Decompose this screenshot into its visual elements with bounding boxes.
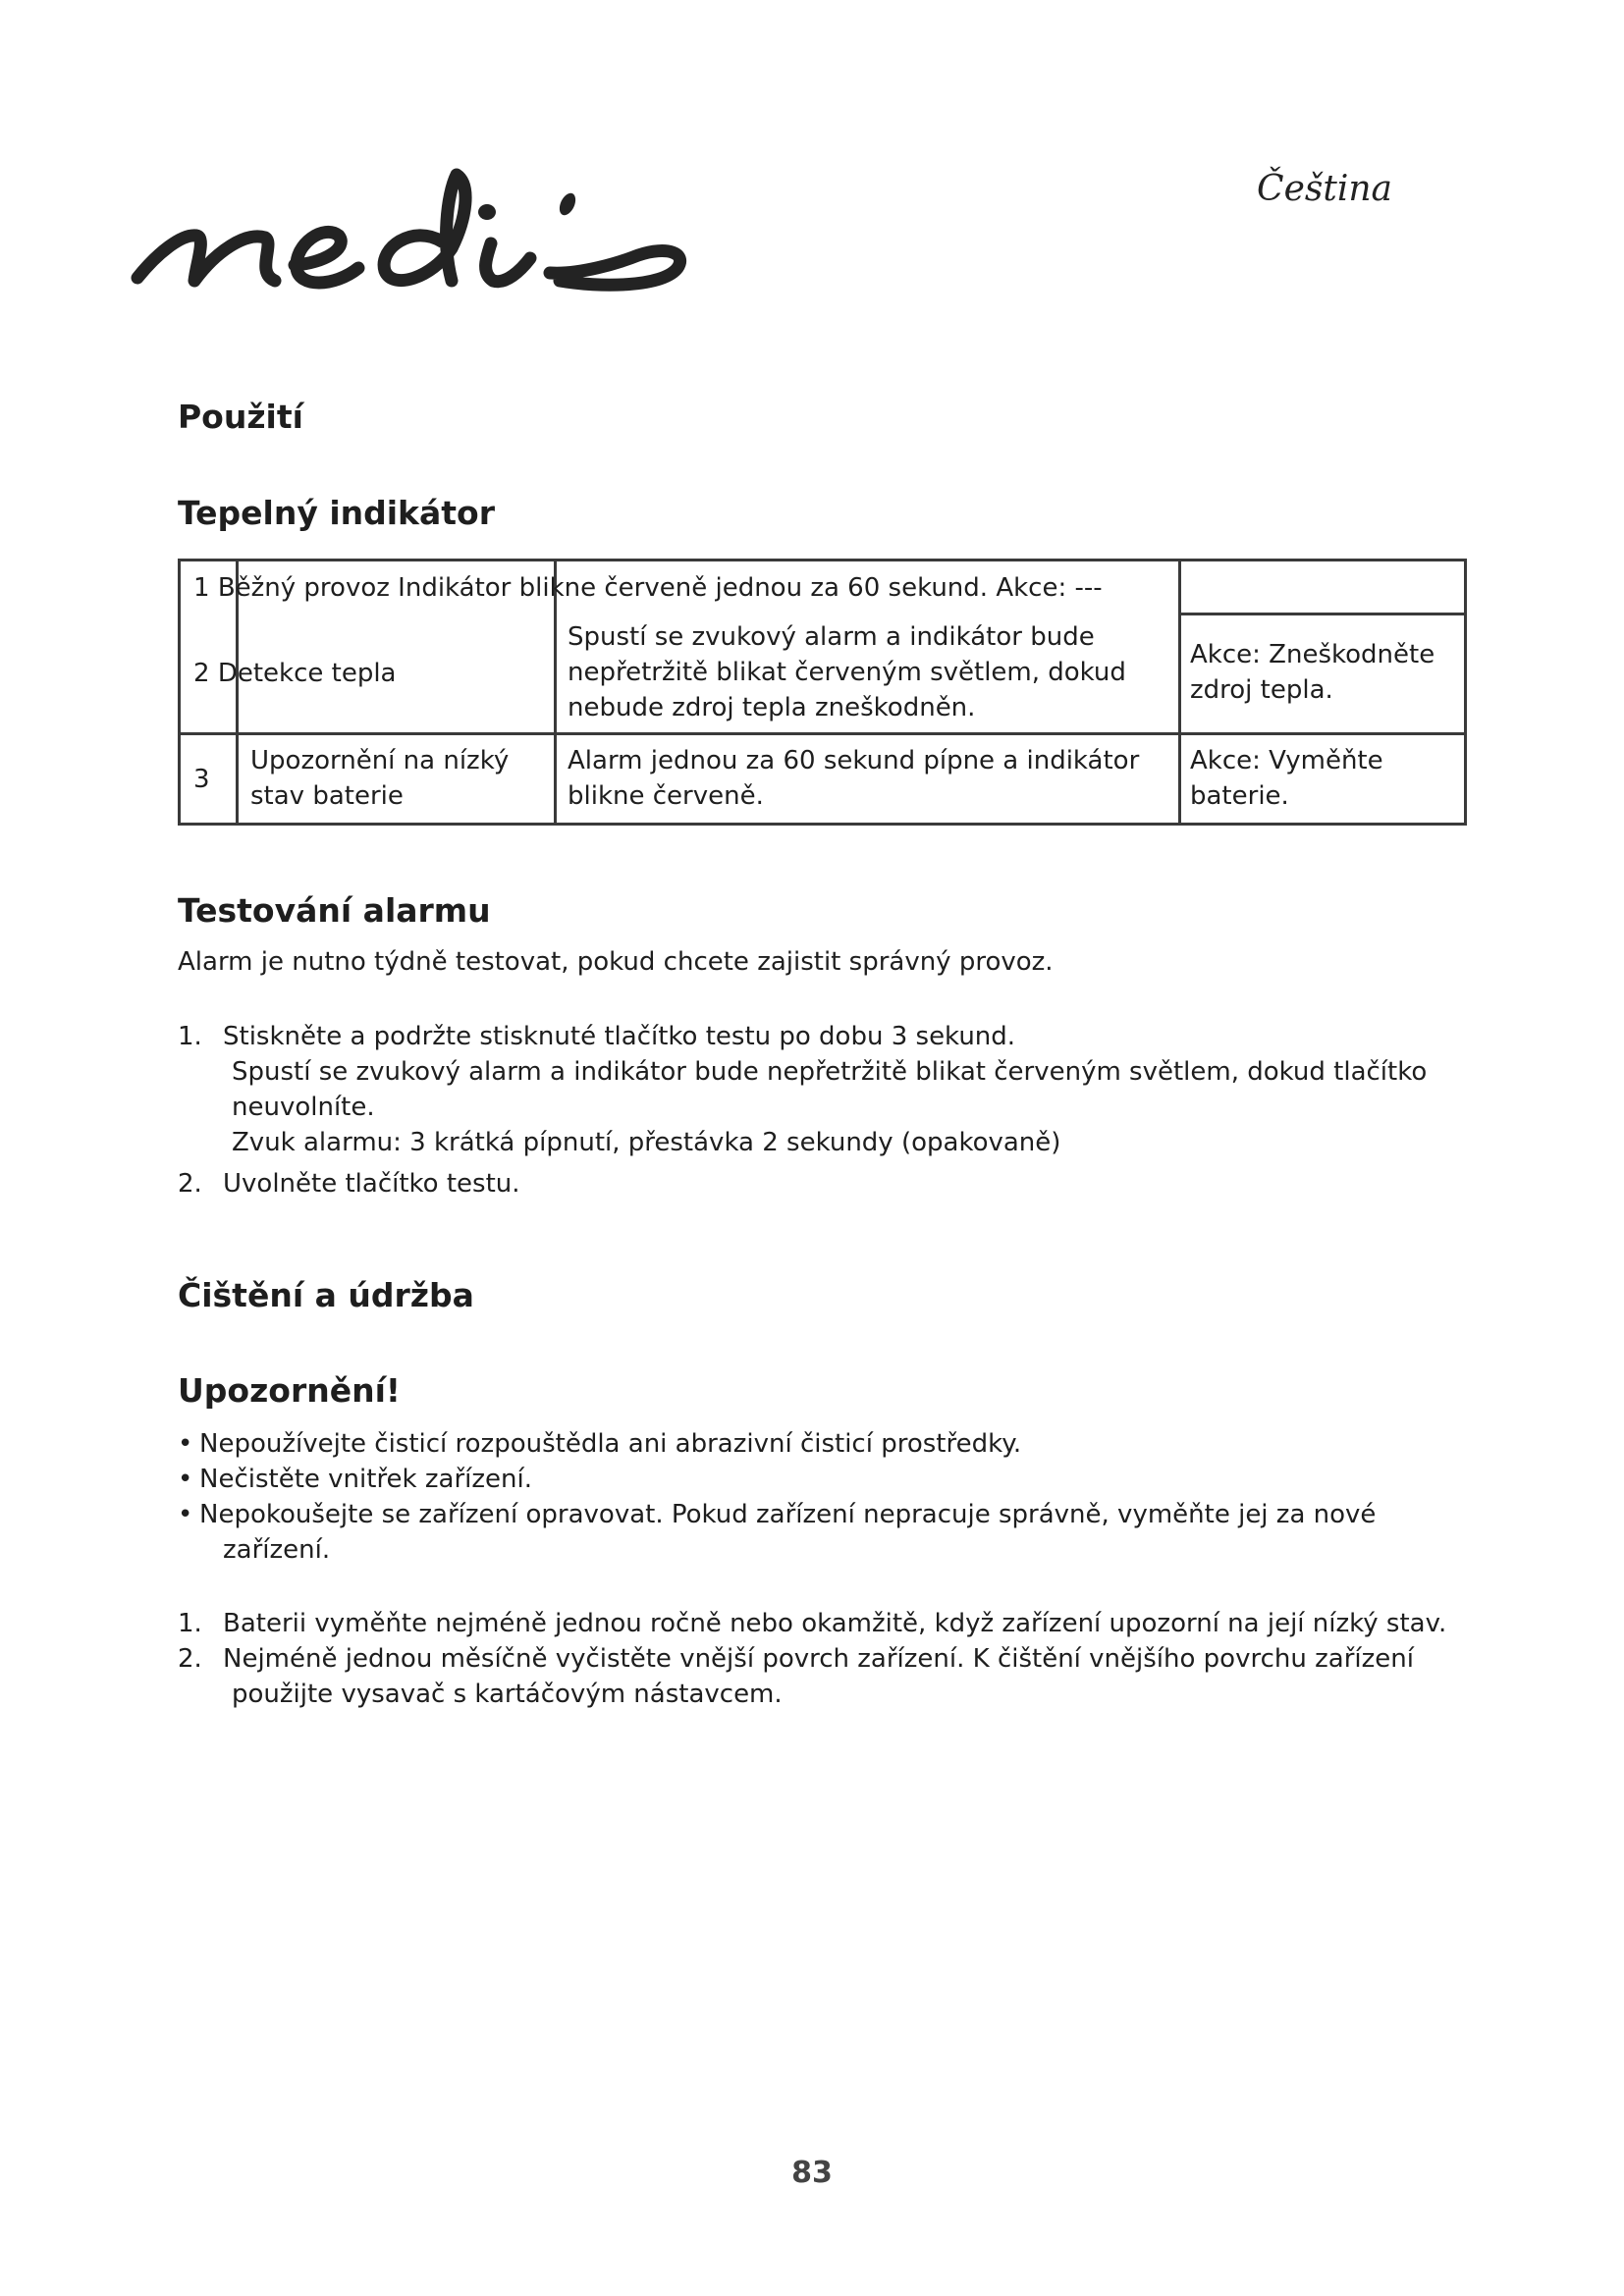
list-item: • Nepoužívejte čisticí rozpouštědla ani abrazivní čisticí prostředky. — [178, 1429, 1022, 1459]
alarm-test-intro: Alarm je nutno týdně testovat, pokud chcete zajistit správný provoz. — [178, 947, 1054, 977]
table-row-2-action: Akce: Zneškodněte zdroj tepla. — [1190, 640, 1435, 705]
list-item: • Nepokoušejte se zařízení opravovat. Pokud zařízení nepracuje správně, vyměňte jej za nové zařízení. — [178, 1500, 1377, 1565]
section-title-use: Použití — [178, 398, 303, 436]
page-number: 83 — [791, 2156, 833, 2190]
list-item: 1. Stiskněte a podržte stisknuté tlačítko testu po dobu 3 sekund. Spustí se zvukový alarm a indikátor bude nepřetržitě blikat červeným světlem, dokud tlačítko neuvolníte. Zvuk alarmu: 3 krátká pípnutí, přestávka 2 sekundy (opakovaně) — [178, 1022, 1428, 1157]
table-row-1: 1 Běžný provoz Indikátor blikne červeně jednou za 60 sekund. Akce: --- — [193, 573, 1103, 603]
alarm-test-steps — [178, 1019, 1427, 1201]
list-item: 2. Nejméně jednou měsíčně vyčistěte vnější povrch zařízení. K čištění vnějšího povrchu zařízení použijte vysavač s kartáčovým nástavcem. — [178, 1644, 1414, 1709]
table-row-3-indicator: Alarm jednou za 60 sekund pípne a indikátor blikne červeně. — [568, 746, 1140, 811]
warning-title: Upozornění! — [178, 1371, 401, 1410]
table-row-2-indicator: Spustí se zvukový alarm a indikátor bude nepřetržitě blikat červeným světlem, dokud nebude zdroj tepla zneškodněn. — [568, 622, 1126, 722]
table-row-2-num-mode: 2 Detekce tepla — [193, 659, 397, 688]
table-row-3-num: 3 — [193, 765, 210, 794]
subsection-title-heat-indicator: Tepelný indikátor — [178, 494, 495, 532]
list-item: 2. Uvolněte tlačítko testu. — [178, 1169, 520, 1199]
heat-indicator-table — [178, 559, 1467, 826]
section-title-alarm-test: Testování alarmu — [178, 891, 491, 930]
list-item: 1. Baterii vyměňte nejméně jednou ročně nebo okamžitě, když zařízení upozorní na její nízký stav. — [178, 1609, 1447, 1638]
nedis-logo — [128, 165, 717, 322]
language-label: Čeština — [1257, 169, 1392, 209]
section-title-cleaning: Čištění a údržba — [178, 1276, 474, 1314]
table-row-3-mode: Upozornění na nízký stav baterie — [250, 746, 510, 811]
cleaning-steps — [178, 1606, 1446, 1712]
warning-bullets — [178, 1426, 1376, 1568]
table-row-3-action: Akce: Vyměňte baterie. — [1190, 746, 1383, 811]
list-item: • Nečistěte vnitřek zařízení. — [178, 1465, 532, 1494]
